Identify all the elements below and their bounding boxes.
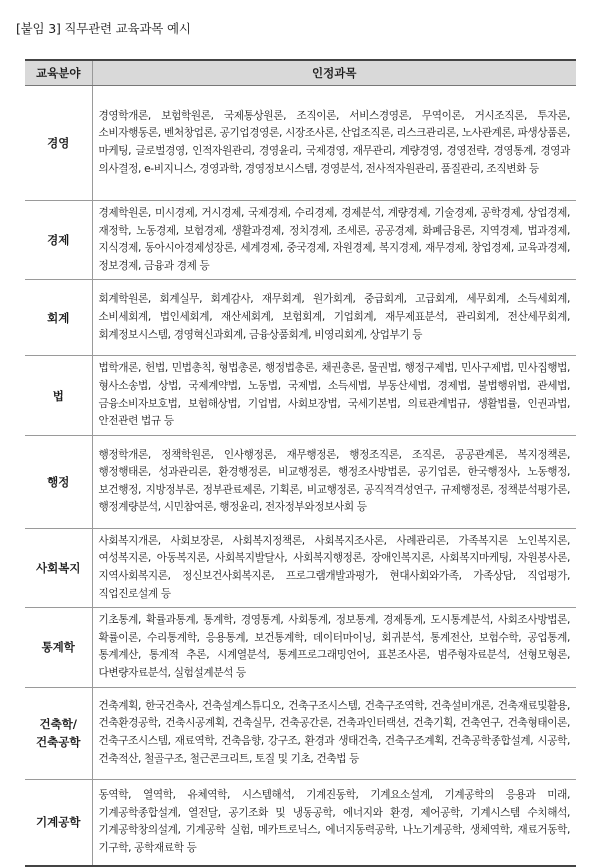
field-cell: 경영: [25, 86, 92, 201]
field-cell: 회계: [25, 280, 92, 356]
field-cell: [25, 687, 92, 779]
courses-cell: 회계학원론, 회계실무, 회계감사, 재무회계, 원가회계, 중급회계, 고급회계, 세무회계, 소득세회계, 소비세회계, 법인세회계, 재산세회계, 보험회계, 기업회계, 재무제표분석, 관리회계, 전산세무회계, 회계정보시스템, 경영혁신과회계, 금융상품회계, 비영리회계, 상업부기 등: [92, 280, 576, 356]
field-cell-line: 건축학/: [39, 717, 78, 731]
field-cell: 통계학: [25, 608, 92, 687]
course-table: [25, 59, 576, 867]
field-cell: 법: [25, 356, 92, 435]
table-row: [25, 356, 576, 435]
field-cell: 기계공학: [25, 779, 92, 866]
courses-cell: 동역학, 열역학, 유체역학, 시스템해석, 기계진동학, 기계요소설계, 기계공학의 응용과 미래, 기계공학종합설계, 열전달, 공기조화 및 냉동공학, 에너지와 환경, 제어공학, 기계시스템 수치해석, 기계공학창의설계, 기계공학 실험, 메카트로닉스, 에너지동력공학, 나노기계공학, 생체역학, 재료거동학, 기구학, 공학재료학 등: [92, 779, 576, 866]
courses-cell: 건축계획, 한국건축사, 건축설계스튜디오, 건축구조시스템, 건축구조역학, 건축설비개론, 건축재료및활용, 건축환경공학, 건축시공계획, 건축실무, 건축공간론, 건축과인터랙션, 건축기획, 건축연구, 건축형태이론, 건축구조시스템, 재료역학, 건축음향, 강구조, 환경과 생태건축, 건축구조계획, 건축공학종합설계, 시공학, 건축적산, 철골구조, 철근콘크리트, 토질 및 기초, 건축법 등: [92, 687, 576, 779]
table-row: [25, 435, 576, 528]
table-row: [25, 608, 576, 687]
table-row: [25, 687, 576, 779]
header-field: 교육분야: [25, 60, 92, 86]
courses-cell: 사회복지개론, 사회보장론, 사회복지정책론, 사회복지조사론, 사례관리론, 가족복지론 노인복지론, 여성복지론, 아동복지론, 사회복지발달사, 사회복지행정론, 장애인복지론, 사회복지마케팅, 자원봉사론, 지역사회복지론, 정신보건사회복지론, 프로그램개발과평가, 현대사회와가족, 가족상담, 직업평가,직업진로설계 등: [92, 528, 576, 607]
courses-cell: 행정학개론, 정책학원론, 인사행정론, 재무행정론, 행정조직론, 조직론, 공공관계론, 복지정책론, 행정행태론, 성과관리론, 환경행정론, 비교행정론, 행정조사방법론, 공기업론, 한국행정사, 노동행정, 보건행정, 지방정부론, 정부관료제론, 기획론, 비교행정론, 공직적격성연구, 규제행정론, 정책분석평가론, 행정계량분석, 시민참여론, 행정윤리, 전자정부와정보사회 등: [92, 435, 576, 528]
courses-cell: 경제학원론, 미시경제, 거시경제, 국제경제, 수리경제, 경제분석, 계량경제, 기술경제, 공학경제, 상업경제, 재정학, 노동경제, 보험경제, 생활과경제, 정치경제, 조세론, 공공경제, 화폐금융론, 지역경제, 법과경제, 지식경제, 동아시아경제성장론, 세계경제, 중국경제, 자원경제, 복지경제, 재무경제, 창업경제, 교육과경제, 정보경제, 금융과 경제 등: [92, 201, 576, 280]
table-header-row: [25, 60, 576, 86]
field-cell: 경제: [25, 201, 92, 280]
field-cell: 행정: [25, 435, 92, 528]
table-row: [25, 779, 576, 866]
courses-cell: 기초통계, 확률과통계, 통계학, 경영통계, 사회통계, 정보통계, 경제통계, 도시통계분석, 사회조사방법론, 확률이론, 수리통계학, 응용통계, 보건통계학, 데이터마이닝, 회귀분석, 통계전산, 보험수학, 공업통계, 통계계산, 통계적 추론, 시계열분석, 통계프로그래밍언어, 표본조사론, 범주형자료분석, 선형모형론, 다변량자료분석, 실험설계분석 등: [92, 608, 576, 687]
field-cell-line: 건축공학: [36, 735, 81, 749]
document-title: [붙임 3] 직무관련 교육과목 예시: [16, 21, 191, 36]
field-cell: 사회복지: [25, 528, 92, 607]
table-row: [25, 280, 576, 356]
courses-cell: 법학개론, 헌법, 민법총칙, 형법총론, 행정법총론, 채권총론, 물권법, 행정구제법, 민사구제법, 민사집행법, 형사소송법, 상법, 국제계약법, 노동법, 국제법, 소득세법, 부동산세법, 경제법, 불법행위법, 관세법, 금융소비자보호법, 보험해상법, 기업법, 사회보장법, 국세기본법, 의료관계법규, 생활법률, 인권과법, 안전관련 법규 등: [92, 356, 576, 435]
courses-cell: 경영학개론, 보험학원론, 국제통상원론, 조직이론, 서비스경영론, 무역이론, 거시조직론, 투자론, 소비자행동론, 벤처창업론, 공기업경영론, 시장조사론, 산업조직론, 리스크관리론, 노사관계론, 파생상품론, 마케팅, 글로벌경영, 인적자원관리, 경영윤리, 국제경영, 재무관리, 계량경영, 경영전략, 경영통계, 경영과 의사결정, e-비지니스, 경영과학, 경영정보시스템, 경영분석, 전사적자원관리, 품질관리, 조직변화 등: [92, 86, 576, 201]
table-row: [25, 86, 576, 201]
table-row: [25, 528, 576, 607]
table-row: [25, 201, 576, 280]
header-courses: 인정과목: [92, 60, 576, 86]
